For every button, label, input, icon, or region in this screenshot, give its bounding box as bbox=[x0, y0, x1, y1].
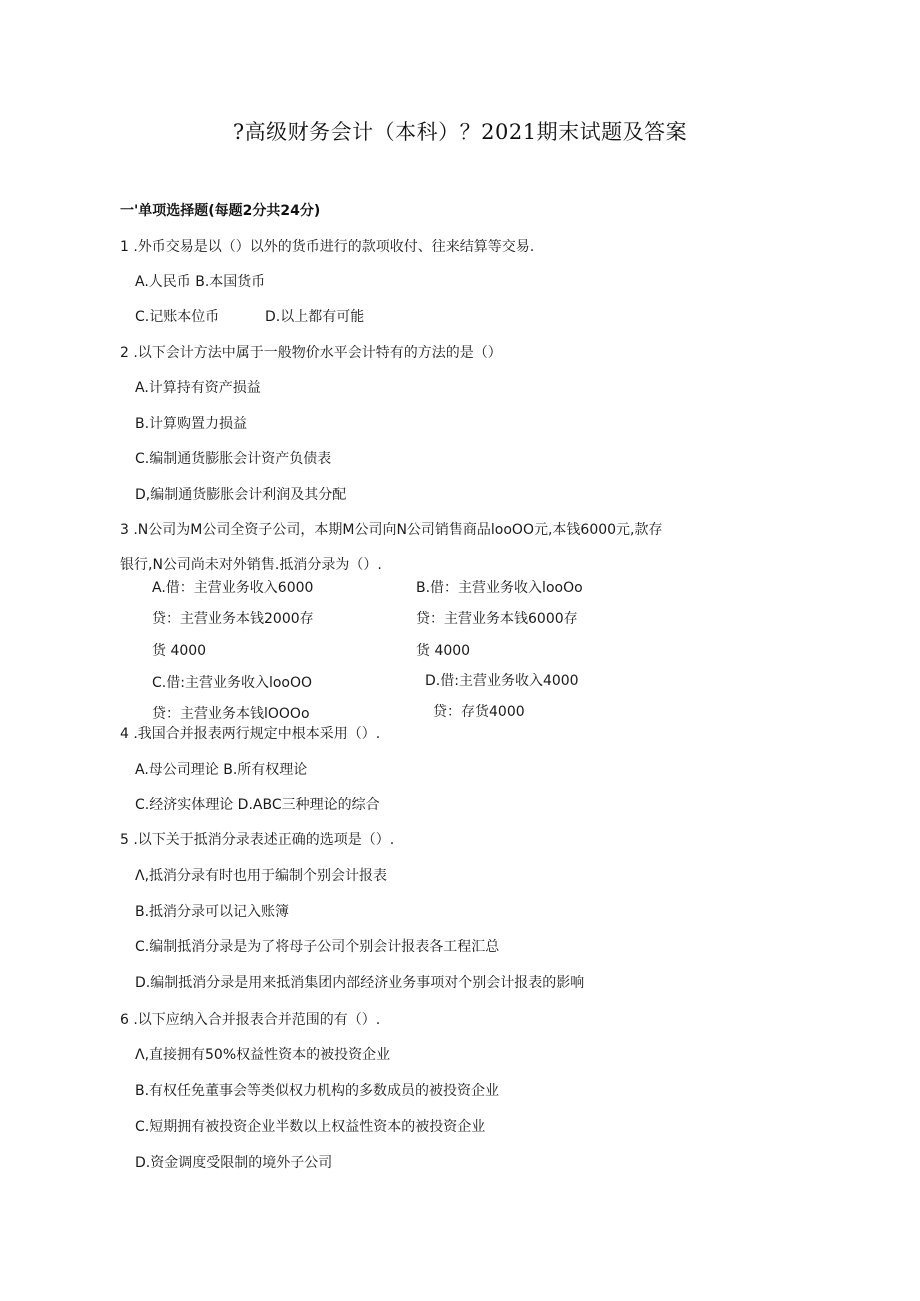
section-heading: 一'单项选择题(每题2分共24分) bbox=[120, 203, 321, 219]
question-3-option-d-line-2: 贷：存货4000 bbox=[433, 704, 525, 720]
question-2-option-d: D,编制通货膨胀会计利润及其分配 bbox=[135, 487, 347, 503]
question-1-option-ab: A.人民币 B.本国货币 bbox=[135, 274, 266, 290]
question-6-option-a: Λ,直接拥有50%权益性资本的被投资企业 bbox=[135, 1047, 391, 1063]
question-2-option-b: B.计算购置力损益 bbox=[135, 416, 248, 432]
question-2-stem: 2 .以下会计方法中属于一般物价水平会计特有的方法的是（） bbox=[120, 345, 502, 361]
question-4-option-ab: A.母公司理论 B.所有权理论 bbox=[135, 762, 308, 778]
document-title: ?高级财务会计（本科）？2021期末试题及答案 bbox=[232, 120, 688, 144]
question-1-stem: 1 .外币交易是以（）以外的货币进行的款项收付、往来结算等交易. bbox=[120, 239, 535, 255]
question-6-stem: 6 .以下应纳入合并报表合并范围的有（）. bbox=[120, 1012, 381, 1028]
question-6-option-c: C.短期拥有被投资企业半数以上权益性资本的被投资企业 bbox=[135, 1119, 486, 1135]
question-5-option-a: Λ,抵消分录有时也用于编制个别会计报表 bbox=[135, 868, 388, 884]
question-1-option-c: C.记账本位币 bbox=[135, 309, 220, 325]
question-3-option-b-line-2: 贷：主营业务本钱6000存 bbox=[416, 611, 578, 627]
question-5-stem: 5 .以下关于抵消分录表述正确的选项是（）. bbox=[120, 832, 395, 848]
question-3-option-a-line-3: 货 4000 bbox=[152, 643, 207, 659]
question-5-option-c: C.编制抵消分录是为了将母子公司个别会计报表各工程汇总 bbox=[135, 939, 500, 955]
question-4-option-cd: C.经济实体理论 D.ABC三种理论的综合 bbox=[135, 797, 380, 813]
question-6-option-b: B.有权任免董事会等类似权力机构的多数成员的被投资企业 bbox=[135, 1083, 500, 1099]
question-3-stem-line-1: 3 .N公司为M公司全资子公司，本期M公司向N公司销售商品looOO元,本钱6000元,款存 bbox=[120, 522, 663, 538]
question-3-option-a-line-2: 贷：主营业务本钱2000存 bbox=[152, 611, 314, 627]
question-2-option-c: C.编制通货膨胀会计资产负债表 bbox=[135, 451, 332, 467]
question-3-option-b-line-3: 货 4000 bbox=[416, 643, 471, 659]
question-2-option-a: A.计算持有资产损益 bbox=[135, 380, 261, 396]
question-4-stem: 4 .我国合并报表两行规定中根本采用（）. bbox=[120, 726, 381, 742]
question-3-option-b-line-1: B.借：主营业务收入looOo bbox=[416, 580, 583, 596]
question-3-option-d-line-1: D.借:主营业务收入4000 bbox=[425, 673, 579, 689]
question-5-option-b: B.抵消分录可以记入账簿 bbox=[135, 904, 290, 920]
question-5-option-d: D.编制抵消分录是用来抵消集团内部经济业务事项对个别会计报表的影响 bbox=[135, 975, 585, 991]
question-3-option-c-line-2: 贷：主营业务本钱lOOOo bbox=[152, 706, 310, 722]
question-3-stem-line-2: 银行,N公司尚未对外销售.抵消分录为（）. bbox=[120, 557, 382, 573]
question-3-option-c-line-1: C.借:主营业务收入looOO bbox=[152, 675, 313, 691]
question-1-option-d: D.以上都有可能 bbox=[265, 309, 365, 325]
question-3-option-a-line-1: A.借：主营业务收入6000 bbox=[152, 580, 314, 596]
question-6-option-d: D.资金调度受限制的境外子公司 bbox=[135, 1155, 333, 1171]
